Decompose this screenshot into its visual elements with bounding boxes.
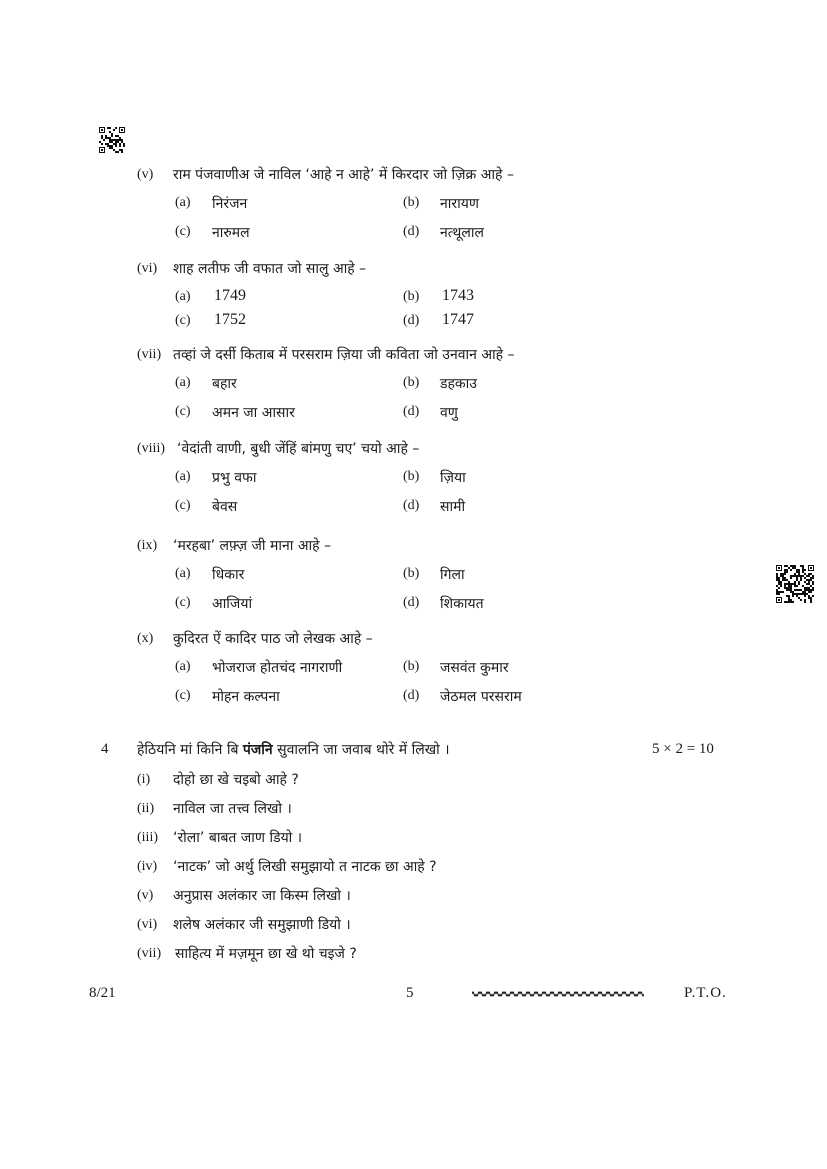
option-label: (a) (175, 469, 191, 484)
option-text: 1743 (442, 287, 474, 304)
part-label: (iii) (137, 830, 158, 845)
option-text: नत्थूलाल (440, 225, 484, 241)
option-label: (d) (403, 498, 420, 513)
option-text: 1747 (442, 311, 474, 328)
option-label: (a) (175, 659, 191, 674)
part-text: अनुप्रास अलंकार जा किस्म लिखो । (173, 888, 351, 904)
option-label: (b) (403, 659, 420, 674)
option-text: बहार (212, 376, 237, 392)
question-text-bold: पंजनि (242, 742, 273, 758)
option-text: वणु (440, 405, 458, 421)
question-text: शाह लतीफ जी वफात जो सालु आहे – (173, 261, 367, 277)
option-label: (c) (175, 688, 191, 703)
part-text: ‘नाटक’ जो अर्थु लिखी समुझायो त नाटक छा आहे ? (173, 859, 437, 875)
option-text: भोजराज होतचंद नागराणी (212, 660, 343, 676)
option-label: (a) (175, 566, 191, 581)
question-number: (vii) (137, 347, 162, 362)
option-label: (d) (403, 688, 420, 703)
option-text: आजियां (212, 596, 253, 612)
option-label: (b) (403, 375, 420, 390)
part-label: (ii) (137, 801, 155, 816)
part-label: (iv) (137, 859, 158, 874)
wavy-line-path (472, 992, 644, 996)
option-label: (c) (175, 498, 191, 513)
part-text: नाविल जा तत्त्व लिखो । (173, 801, 292, 817)
question-text: तव्हां जे दर्सी किताब में परसराम ज़िया जी कविता जो उनवान आहे – (173, 347, 515, 363)
part-text: साहित्य में मज़मून छा खे थो चइजे ? (175, 946, 357, 962)
pto-label: P.T.O. (684, 985, 727, 1001)
option-text: जसवंत कुमार (440, 660, 509, 676)
option-label: (b) (403, 469, 420, 484)
option-label: (c) (175, 404, 191, 419)
option-label: (c) (175, 224, 191, 239)
part-label: (v) (137, 888, 154, 903)
part-text: दोहो छा खे चइबो आहे ? (173, 772, 299, 788)
option-label: (c) (175, 313, 191, 328)
option-label: (a) (175, 195, 191, 210)
option-text: गिला (440, 567, 465, 583)
option-label: (d) (403, 224, 420, 239)
option-text: अमन जा आसार (212, 405, 295, 421)
option-label: (b) (403, 289, 420, 304)
part-text: ‘रोला’ बाबत जाण डियो । (173, 830, 303, 846)
question-text: कुदिरत ऐं कादिर पाठ जो लेखक आहे – (173, 631, 373, 647)
question-text: ‘मरहबा’ लफ़्ज़ जी माना आहे – (173, 538, 332, 554)
question-text (137, 740, 450, 759)
wavy-line-icon (472, 988, 644, 1000)
option-text: शिकायत (440, 596, 484, 612)
option-text: ज़िया (440, 470, 466, 486)
option-text: नारायण (440, 196, 479, 212)
option-text: जेठमल परसराम (440, 689, 522, 705)
paper-code: 8/21 (89, 985, 116, 1001)
option-text: निरंजन (212, 196, 248, 212)
option-label: (d) (403, 313, 420, 328)
question-number: 4 (101, 741, 109, 757)
part-label: (vi) (137, 917, 158, 932)
question-number: (v) (137, 167, 154, 182)
option-label: (b) (403, 566, 420, 581)
question-number: (vi) (137, 261, 158, 276)
part-label: (i) (137, 772, 151, 787)
option-label: (d) (403, 404, 420, 419)
page-number: 5 (406, 985, 414, 1001)
marks: 5 × 2 = 10 (652, 741, 714, 757)
option-label: (b) (403, 195, 420, 210)
option-text: सामी (440, 499, 466, 515)
question-text: राम पंजवाणीअ जे नाविल ‘आहे न आहे’ में किरदार जो ज़िक्र आहे – (173, 167, 514, 183)
option-label: (c) (175, 595, 191, 610)
option-label: (a) (175, 289, 191, 304)
question-number: (viii) (137, 441, 165, 456)
qr-code-side-icon (776, 565, 814, 603)
option-text: धिकार (212, 567, 245, 583)
qr-code-top-icon (99, 127, 125, 154)
question-number: (ix) (137, 538, 158, 553)
option-text: 1752 (214, 311, 246, 328)
option-text: प्रभु वफा (212, 470, 257, 486)
option-text: डहकाउ (440, 376, 477, 392)
option-text: 1749 (214, 287, 246, 304)
question-number: (x) (137, 631, 154, 646)
option-text: बेवस (212, 499, 238, 515)
part-label: (vii) (137, 946, 162, 961)
option-text: मोहन कल्पना (212, 689, 280, 705)
question-text-part: सुवालनि जा जवाब थोरे में लिखो । (272, 742, 450, 758)
option-label: (d) (403, 595, 420, 610)
part-text: शलेष अलंकार जी समुझाणी डियो । (173, 917, 351, 933)
option-text: नारुमल (212, 225, 250, 241)
question-text-part: हेठियनि मां किनि बि (137, 742, 243, 758)
question-text: ‘वेदांती वाणी, बुधी जेंहिं बांमणु चए’ चयो आहे – (177, 441, 420, 457)
option-label: (a) (175, 375, 191, 390)
